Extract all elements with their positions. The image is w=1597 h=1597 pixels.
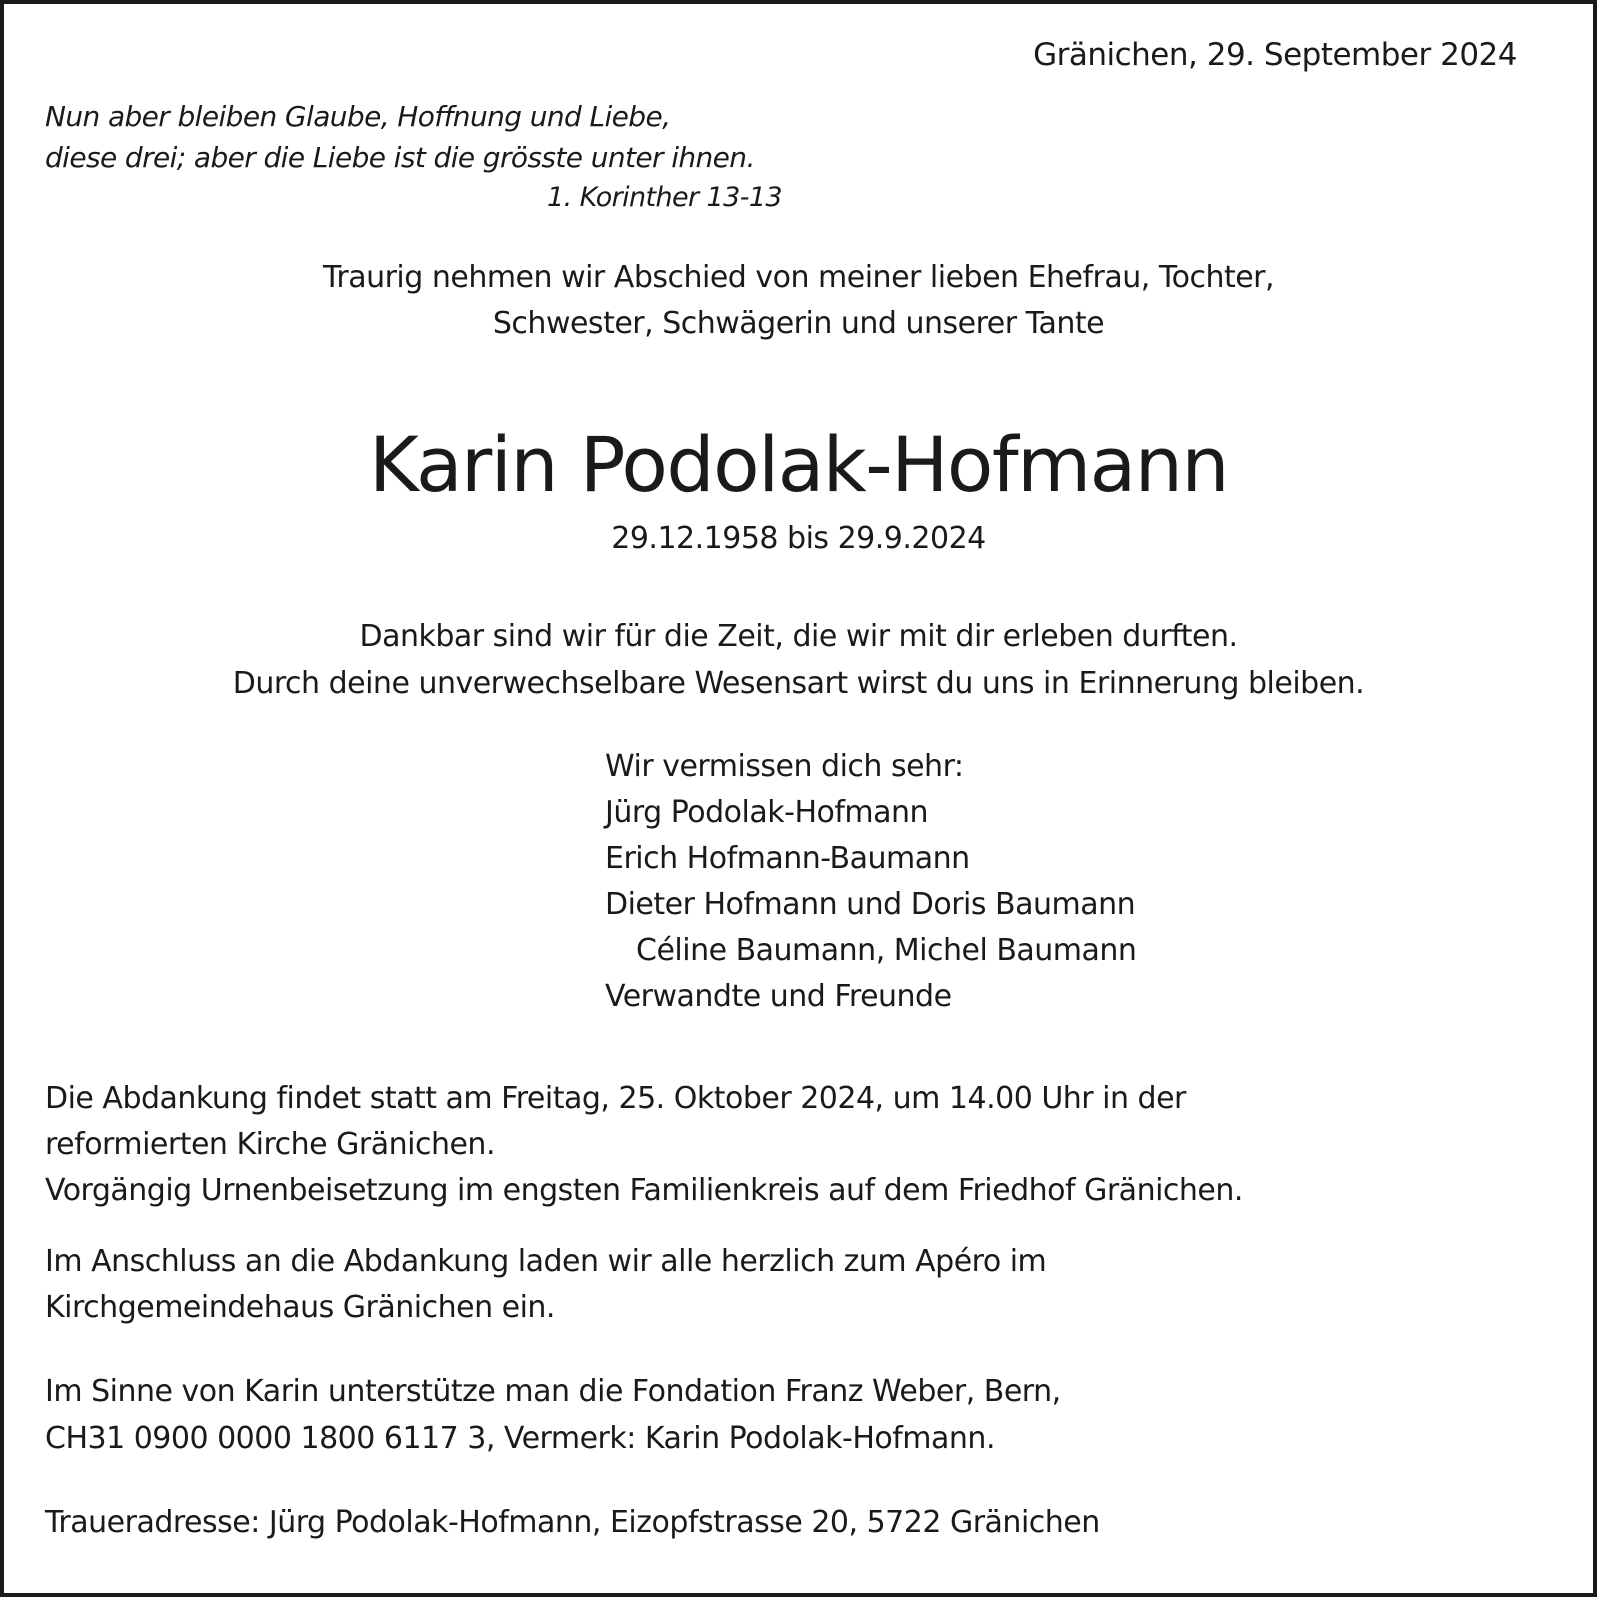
donation-line-2: CH31 0900 0000 1800 6117 3, Vermerk: Karin Podolak-Hofmann. [45, 1421, 995, 1456]
ceremony-line-2: reformierten Kirche Gränichen. [45, 1127, 495, 1162]
mourner-name: Erich Hofmann-Baumann [605, 841, 970, 876]
verse-reference: 1. Korinther 13-13 [547, 182, 782, 213]
gratitude-line-2: Durch deine unverwechselbare Wesensart wirst du uns in Erinnerung bleiben. [232, 666, 1365, 701]
life-dates: 29.12.1958 bis 29.9.2024 [611, 521, 986, 556]
mourning-address: Traueradresse: Jürg Podolak-Hofmann, Eizopfstrasse 20, 5722 Gränichen [45, 1505, 1100, 1540]
date-place: Gränichen, 29. September 2024 [1033, 37, 1517, 73]
apero-line-2: Kirchgemeindehaus Gränichen ein. [45, 1290, 555, 1325]
mourners-heading: Wir vermissen dich sehr: [605, 749, 964, 784]
apero-line-1: Im Anschluss an die Abdankung laden wir alle herzlich zum Apéro im [45, 1244, 1047, 1279]
verse-line-2: diese drei; aber die Liebe ist die grösste unter ihnen. [45, 141, 755, 174]
intro-line-1: Traurig nehmen wir Abschied von meiner lieben Ehefrau, Tochter, [322, 260, 1275, 295]
mourner-name: Céline Baumann, Michel Baumann [636, 933, 1137, 968]
mourner-name: Dieter Hofmann und Doris Baumann [605, 887, 1136, 922]
mourner-name: Jürg Podolak-Hofmann [605, 795, 929, 830]
verse-line-1: Nun aber bleiben Glaube, Hoffnung und Liebe, [45, 100, 671, 133]
deceased-name: Karin Podolak-Hofmann [368, 420, 1229, 509]
intro-line-2: Schwester, Schwägerin und unserer Tante [492, 306, 1105, 341]
ceremony-line-1: Die Abdankung findet statt am Freitag, 25. Oktober 2024, um 14.00 Uhr in der [45, 1081, 1186, 1116]
donation-line-1: Im Sinne von Karin unterstütze man die Fondation Franz Weber, Bern, [45, 1374, 1061, 1409]
mourner-name: Verwandte und Freunde [605, 979, 952, 1014]
ceremony-line-3: Vorgängig Urnenbeisetzung im engsten Familienkreis auf dem Friedhof Gränichen. [45, 1173, 1243, 1208]
gratitude-line-1: Dankbar sind wir für die Zeit, die wir mit dir erleben durften. [359, 619, 1238, 654]
